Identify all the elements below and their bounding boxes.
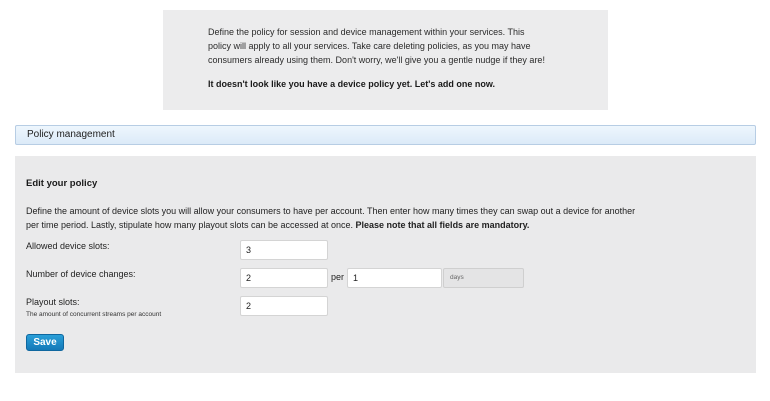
playout-slots-hint: The amount of concurrent streams per account — [26, 311, 162, 318]
edit-policy-title: Edit your policy — [26, 178, 98, 189]
intro-text-line-3: consumers already using them. Don't worry, we'll give you a gentle nudge if they are! — [208, 55, 545, 65]
device-changes-input[interactable] — [240, 268, 328, 288]
edit-policy-description — [26, 204, 676, 232]
playout-slots-label: Playout slots: — [26, 297, 80, 307]
intro-panel — [163, 10, 608, 110]
per-label: per — [331, 272, 345, 282]
no-policy-message: It doesn't look like you have a device policy yet. Let's add one now. — [208, 79, 496, 89]
edit-policy-panel — [15, 156, 756, 373]
policy-management-header: Policy management — [15, 125, 756, 145]
save-button[interactable]: Save — [26, 334, 64, 351]
mandatory-note: Please note that all fields are mandatory. — [355, 220, 530, 230]
playout-slots-input[interactable] — [240, 296, 328, 316]
description-line-1: Define the amount of device slots you will allow your consumers to have per account. Then enter how many times they can swap out a device for another — [26, 206, 636, 216]
intro-text-line-2: policy will apply to all your services. Take care deleting policies, as you may have — [208, 41, 531, 51]
description-line-2-text: per time period. Lastly, stipulate how many playout slots can be accessed at once. — [26, 220, 354, 230]
intro-text-line-1: Define the policy for session and device management within your services. This — [208, 27, 525, 37]
period-input[interactable] — [347, 268, 442, 288]
allowed-device-slots-label: Allowed device slots: — [26, 241, 110, 251]
period-unit-display: days — [443, 268, 524, 288]
allowed-device-slots-input[interactable] — [240, 240, 328, 260]
device-changes-label: Number of device changes: — [26, 269, 136, 279]
description-line-2 — [26, 218, 676, 232]
